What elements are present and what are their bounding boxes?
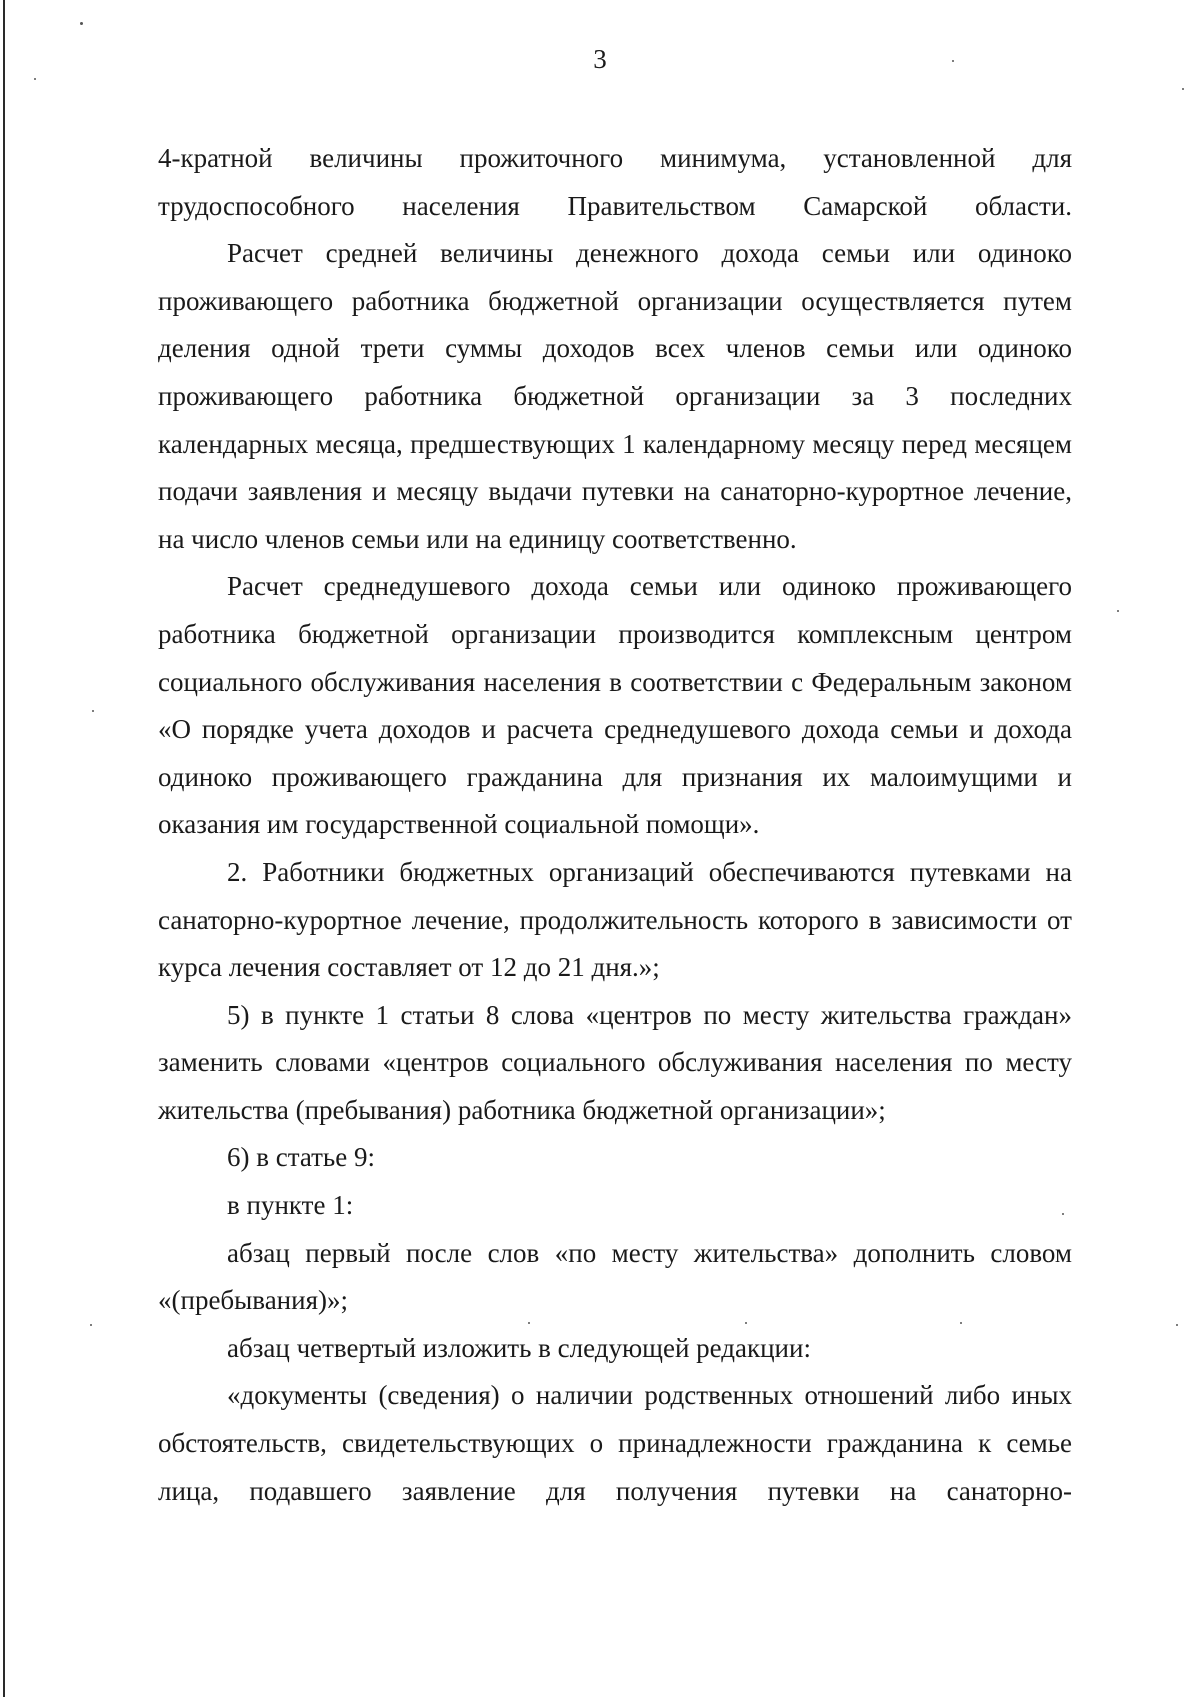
- paragraph-first-clause: абзац первый после слов «по месту жительства» дополнить словом «(пребывания)»;: [158, 1237, 1072, 1316]
- document-body: [158, 135, 1072, 1515]
- paragraph-per-capita-income: Расчет среднедушевого дохода семьи или одиноко проживающего работника бюджетной организации производится комплексным центром социального обслуживания населения в соответствии с Федеральным законом «О порядке учета доходов и расчета среднедушевого дохода семьи и дохода одиноко проживающего гражданина для признания их малоимущими и оказания им государственной социальной помощи».: [158, 571, 1072, 840]
- scan-speck: [90, 1324, 92, 1326]
- paragraph-fourth-clause: абзац четвертый изложить в следующей редакции:: [227, 1332, 811, 1363]
- paragraph-in-point-1: в пункте 1:: [227, 1190, 354, 1221]
- scan-speck: [80, 22, 83, 25]
- scan-speck: [34, 78, 36, 80]
- scan-left-edge: [3, 0, 5, 1697]
- paragraph-continuation: 4-кратной величины прожиточного минимума, установленной для трудоспособного населения Правительством Самарской области.: [158, 143, 1072, 221]
- paragraph-item-5: 5) в пункте 1 статьи 8 слова «центров по месту жительства граждан» заменить словами «центров социального обслуживания населения по месту жительства (пребывания) работника бюджетной организации»;: [158, 999, 1072, 1125]
- paragraph-documents: «документы (сведения) о наличии родственных отношений либо иных обстоятельств, свидетельствующих о принадлежности гражданина к семье лица, подавшего заявление для получения путевки на санаторно-: [158, 1380, 1072, 1506]
- paragraph-item-6: 6) в статье 9:: [227, 1142, 375, 1173]
- scan-speck: [92, 710, 94, 712]
- scan-speck: [1176, 1324, 1178, 1326]
- page-number: 3: [593, 44, 607, 74]
- scan-speck: [1182, 88, 1184, 90]
- scan-speck: [1117, 610, 1119, 612]
- paragraph-average-income: Расчет средней величины денежного дохода семьи или одиноко проживающего работника бюджетной организации осуществляется путем деления одной трети суммы доходов всех членов семьи или одиноко проживающего работника бюджетной организации за 3 последних календарных месяца, предшествующих 1 календарному месяцу перед месяцем подачи заявления и месяцу выдачи путевки на санаторно-курортное лечение, на число членов семьи или на единицу соответственно.: [158, 238, 1072, 554]
- paragraph-item-2: 2. Работники бюджетных организаций обеспечиваются путевками на санаторно-курортное лечение, продолжительность которого в зависимости от курса лечения составляет от 12 до 21 дня.»;: [158, 856, 1072, 983]
